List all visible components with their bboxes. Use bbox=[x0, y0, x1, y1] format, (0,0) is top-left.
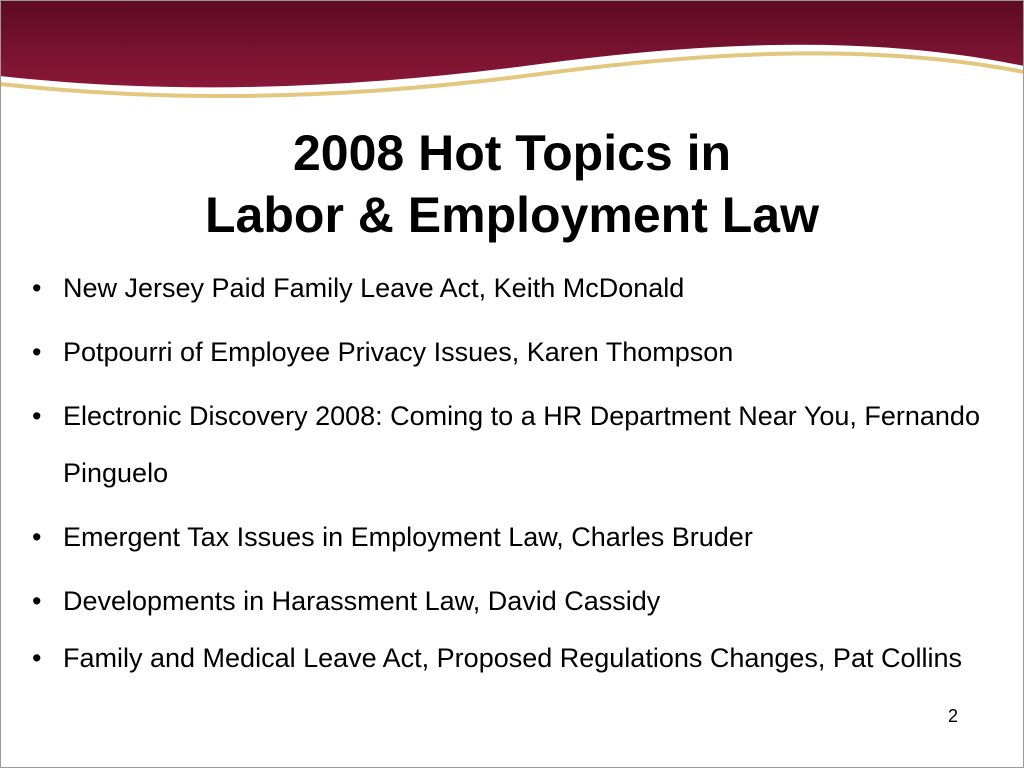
bullet-item bbox=[32, 573, 1002, 630]
bullet-text: Developments in Harassment Law, David Cassidy bbox=[63, 586, 661, 616]
bullet-text: Family and Medical Leave Act, Proposed Regulations Changes, Pat Collins bbox=[63, 643, 962, 673]
bullet-text: Electronic Discovery 2008: Coming to a HR Department Near You, Fernando Pinguelo bbox=[63, 401, 980, 488]
bullet-list bbox=[32, 260, 1002, 687]
slide-title-line-2: Labor & Employment Law bbox=[205, 187, 819, 243]
bullet-item bbox=[32, 388, 1002, 502]
slide-title-line-1: 2008 Hot Topics in bbox=[292, 125, 732, 181]
bullet-text: Emergent Tax Issues in Employment Law, Charles Bruder bbox=[63, 522, 753, 552]
bullet-marker: • bbox=[32, 586, 42, 616]
bullet-marker: • bbox=[32, 643, 42, 673]
bullet-marker: • bbox=[32, 273, 42, 303]
bullet-marker: • bbox=[32, 337, 42, 367]
header-banner bbox=[0, 0, 1024, 115]
bullet-item bbox=[32, 630, 1002, 687]
slide-title bbox=[0, 122, 1024, 246]
bullet-text: New Jersey Paid Family Leave Act, Keith McDonald bbox=[63, 273, 685, 303]
bullet-item bbox=[32, 260, 1002, 317]
banner-maroon-shape bbox=[0, 0, 1024, 87]
bullet-item bbox=[32, 324, 1002, 381]
bullet-marker: • bbox=[32, 522, 42, 552]
page-number: 2 bbox=[948, 706, 959, 726]
bullet-marker: • bbox=[32, 401, 42, 431]
bullet-item bbox=[32, 509, 1002, 566]
bullet-text: Potpourri of Employee Privacy Issues, Karen Thompson bbox=[63, 337, 734, 367]
